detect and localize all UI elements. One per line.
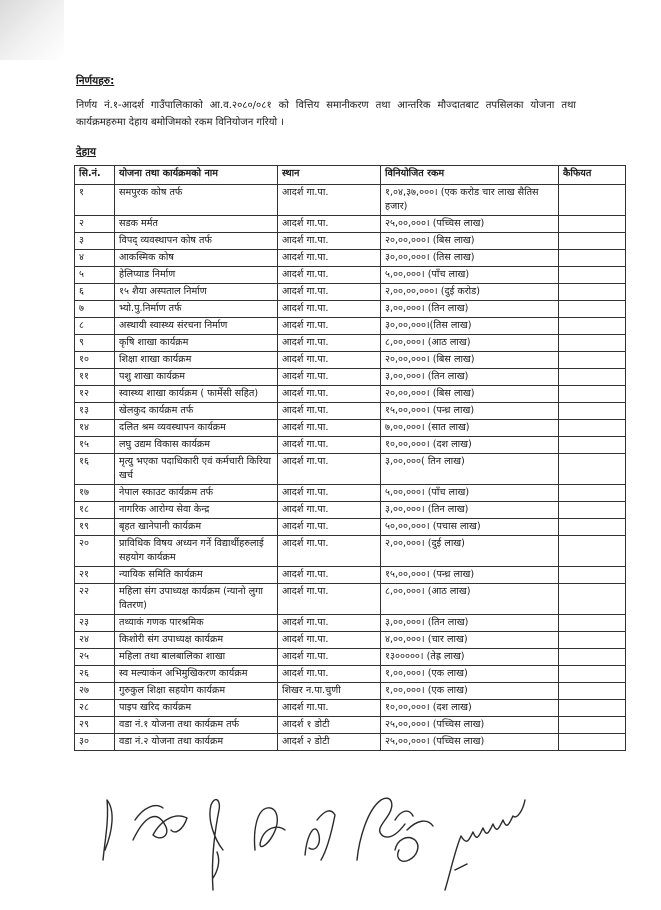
- cell-serial: ३: [75, 233, 115, 250]
- signature-5: [305, 811, 335, 860]
- cell-remarks: [559, 369, 626, 386]
- cell-serial: २२: [75, 584, 115, 615]
- table-row: [75, 369, 626, 386]
- cell-location: आदर्श गा.पा.: [278, 502, 381, 519]
- cell-serial: १३: [75, 403, 115, 420]
- cell-amount: ७,००,०००। (सात लाख): [381, 420, 559, 437]
- cell-location: आदर्श २ डोटी: [278, 734, 381, 751]
- cell-program-name: स्व मल्याकंन अभिमुखिकरण कार्यक्रम: [115, 666, 278, 683]
- cell-location: आदर्श गा.पा.: [278, 284, 381, 301]
- cell-remarks: [559, 502, 626, 519]
- cell-remarks: [559, 717, 626, 734]
- cell-amount: ४,००,०००। (चार लाख): [381, 632, 559, 649]
- cell-location: आदर्श गा.पा.: [278, 250, 381, 267]
- table-row: [75, 454, 626, 485]
- table-row: [75, 185, 626, 216]
- table-row: [75, 250, 626, 267]
- cell-serial: ९: [75, 335, 115, 352]
- cell-serial: १०: [75, 352, 115, 369]
- cell-program-name: नागरिक आरोग्य सेवा केन्द्र: [115, 502, 278, 519]
- cell-program-name: पशु शाखा कार्यक्रम: [115, 369, 278, 386]
- cell-location: आदर्श गा.पा.: [278, 233, 381, 250]
- cell-program-name: प्राविधिक विषय अध्यन गर्ने विद्यार्थीहरुलाई सहयोग कार्यक्रम: [115, 536, 278, 567]
- cell-serial: २६: [75, 666, 115, 683]
- cell-program-name: गुरुकुल शिक्षा सहयोग कार्यक्रम: [115, 683, 278, 700]
- cell-serial: १५: [75, 437, 115, 454]
- cell-location: आदर्श गा.पा.: [278, 519, 381, 536]
- cell-remarks: [559, 683, 626, 700]
- cell-amount: ३,००,०००। (तिन लाख): [381, 369, 559, 386]
- cell-remarks: [559, 734, 626, 751]
- decisions-heading: निर्णयहरु:: [76, 75, 115, 87]
- cell-program-name: वडा नं.२ योजना तथा कार्यक्रम: [115, 734, 278, 751]
- cell-amount: ५०,००,०००। (पचास लाख): [381, 519, 559, 536]
- cell-program-name: किशोरी संग उपाध्यक्ष कार्यक्रम: [115, 632, 278, 649]
- table-row: [75, 318, 626, 335]
- cell-remarks: [559, 519, 626, 536]
- cell-location: आदर्श गा.पा.: [278, 216, 381, 233]
- cell-remarks: [559, 649, 626, 666]
- cell-amount: २५,००,०००। (पच्चिस लाख): [381, 216, 559, 233]
- cell-location: आदर्श गा.पा.: [278, 666, 381, 683]
- cell-remarks: [559, 420, 626, 437]
- cell-location: आदर्श गा.पा.: [278, 536, 381, 567]
- decision-paragraph: निर्णय नं.१-आदर्श गाउँपालिकाको आ.व.२०८०/०८१ को वित्तिय समानीकरण तथा आन्तरिक मौज्दातबाट तपसिलका योजना तथा कार्यक्रमहरुमा देहाय बमोजिमको रकम विनियोजन गरियो ।: [76, 100, 576, 128]
- table-row: [75, 403, 626, 420]
- table-row: [75, 335, 626, 352]
- cell-amount: ५,००,०००। (पाँच लाख): [381, 485, 559, 502]
- table-row: [75, 267, 626, 284]
- table-row: [75, 717, 626, 734]
- cell-amount: २५,००,०००। (पच्चिस लाख): [381, 717, 559, 734]
- cell-serial: २३: [75, 615, 115, 632]
- cell-amount: १५,००,०००। (पन्ध्र लाख): [381, 403, 559, 420]
- header-serial: सि.नं.: [75, 166, 115, 185]
- cell-location: आदर्श गा.पा.: [278, 454, 381, 485]
- cell-amount: २,००,००,०००। (दुई करोड): [381, 284, 559, 301]
- cell-location: आदर्श १ डोटी: [278, 717, 381, 734]
- cell-program-name: वडा नं.१ योजना तथा कार्यक्रम तर्फ: [115, 717, 278, 734]
- cell-location: आदर्श गा.पा.: [278, 567, 381, 584]
- table-row: [75, 567, 626, 584]
- cell-remarks: [559, 185, 626, 216]
- cell-serial: ३०: [75, 734, 115, 751]
- cell-amount: ५,००,०००। (पाँच लाख): [381, 267, 559, 284]
- schedule-subheading: देहाय: [76, 146, 96, 158]
- cell-serial: १६: [75, 454, 115, 485]
- cell-location: आदर्श गा.पा.: [278, 403, 381, 420]
- cell-serial: ४: [75, 250, 115, 267]
- cell-remarks: [559, 485, 626, 502]
- header-remarks: कैफियत: [559, 166, 626, 185]
- table-row: [75, 233, 626, 250]
- cell-serial: १८: [75, 502, 115, 519]
- table-row: [75, 632, 626, 649]
- cell-program-name: खेलकुद कार्यक्रम तर्फ: [115, 403, 278, 420]
- cell-location: आदर्श गा.पा.: [278, 584, 381, 615]
- cell-remarks: [559, 318, 626, 335]
- cell-program-name: कृषि शाखा कार्यक्रम: [115, 335, 278, 352]
- cell-location: आदर्श गा.पा.: [278, 437, 381, 454]
- table-row: [75, 666, 626, 683]
- allocation-table: [74, 165, 626, 751]
- cell-program-name: महिला संग उपाध्यक्ष कार्यक्रम (न्यानो लुगा वितरण): [115, 584, 278, 615]
- cell-amount: ८,००,०००। (आठ लाख): [381, 335, 559, 352]
- signature-4: [255, 808, 286, 850]
- cell-remarks: [559, 386, 626, 403]
- cell-program-name: समपुरक कोष तर्फ: [115, 185, 278, 216]
- header-program-name: योजना तथा कार्यक्रमको नाम: [115, 166, 278, 185]
- cell-amount: २०,००,०००। (बिस लाख): [381, 386, 559, 403]
- cell-amount: १५,००,०००। (पन्ध्र लाख): [381, 567, 559, 584]
- cell-serial: १: [75, 185, 115, 216]
- signatures-area: [95, 780, 575, 900]
- cell-serial: १७: [75, 485, 115, 502]
- table-row: [75, 536, 626, 567]
- cell-location: आदर्श गा.पा.: [278, 335, 381, 352]
- cell-program-name: १५ शैया अस्पताल निर्माण: [115, 284, 278, 301]
- cell-remarks: [559, 250, 626, 267]
- table-row: [75, 734, 626, 751]
- cell-amount: ८,००,०००। (आठ लाख): [381, 584, 559, 615]
- signature-3: [210, 800, 223, 890]
- cell-serial: ७: [75, 301, 115, 318]
- cell-remarks: [559, 584, 626, 615]
- cell-program-name: विपद् व्यवस्थापन कोष तर्फ: [115, 233, 278, 250]
- cell-amount: ३०,००,०००।(तिस लाख): [381, 318, 559, 335]
- table-row: [75, 700, 626, 717]
- signature-2: [133, 806, 187, 840]
- cell-remarks: [559, 352, 626, 369]
- cell-serial: २: [75, 216, 115, 233]
- table-row: [75, 683, 626, 700]
- cell-remarks: [559, 216, 626, 233]
- cell-serial: ५: [75, 267, 115, 284]
- cell-remarks: [559, 403, 626, 420]
- cell-serial: १९: [75, 519, 115, 536]
- cell-location: आदर्श गा.पा.: [278, 615, 381, 632]
- cell-serial: २८: [75, 700, 115, 717]
- cell-remarks: [559, 536, 626, 567]
- header-location: स्थान: [278, 166, 381, 185]
- cell-serial: ८: [75, 318, 115, 335]
- table-row: [75, 519, 626, 536]
- cell-amount: १,०४,३७,०००। (एक करोड चार लाख सैतिस हजार): [381, 185, 559, 216]
- table-row: [75, 301, 626, 318]
- signature-7: [395, 821, 433, 861]
- cell-serial: २०: [75, 536, 115, 567]
- signature-1: [103, 800, 112, 860]
- cell-serial: २९: [75, 717, 115, 734]
- header-amount: विनियोजित रकम: [381, 166, 559, 185]
- cell-serial: २५: [75, 649, 115, 666]
- table-body: [75, 185, 626, 751]
- cell-remarks: [559, 437, 626, 454]
- cell-serial: ६: [75, 284, 115, 301]
- cell-program-name: लघु उद्यम विकास कार्यक्रम: [115, 437, 278, 454]
- cell-amount: ३०,००,०००। (तिस लाख): [381, 250, 559, 267]
- cell-program-name: पाइप खरिद कार्यक्रम: [115, 700, 278, 717]
- cell-amount: २०,००,०००। (बिस लाख): [381, 352, 559, 369]
- cell-location: आदर्श गा.पा.: [278, 700, 381, 717]
- cell-program-name: सडक मर्मत: [115, 216, 278, 233]
- table-row: [75, 584, 626, 615]
- cell-remarks: [559, 454, 626, 485]
- signature-8: [445, 800, 525, 890]
- cell-amount: ३,००,०००। (तिन लाख): [381, 301, 559, 318]
- table-row: [75, 437, 626, 454]
- table-header-row: [75, 166, 626, 185]
- cell-location: शिखर न.पा.चुणी: [278, 683, 381, 700]
- cell-serial: ११: [75, 369, 115, 386]
- cell-remarks: [559, 301, 626, 318]
- cell-remarks: [559, 335, 626, 352]
- cell-remarks: [559, 567, 626, 584]
- cell-remarks: [559, 615, 626, 632]
- cell-program-name: दलित श्रम व्यवस्थापन कार्यक्रम: [115, 420, 278, 437]
- table-row: [75, 649, 626, 666]
- cell-amount: ३,००,०००( तिन लाख): [381, 454, 559, 485]
- cell-location: आदर्श गा.पा.: [278, 185, 381, 216]
- signature-6: [357, 798, 413, 860]
- cell-location: आदर्श गा.पा.: [278, 352, 381, 369]
- table-row: [75, 502, 626, 519]
- table-row: [75, 485, 626, 502]
- cell-remarks: [559, 233, 626, 250]
- cell-remarks: [559, 700, 626, 717]
- table-row: [75, 284, 626, 301]
- cell-remarks: [559, 284, 626, 301]
- cell-amount: १,००,०००। (एक लाख): [381, 683, 559, 700]
- cell-program-name: बृहत खानेपानी कार्यक्रम: [115, 519, 278, 536]
- cell-serial: २१: [75, 567, 115, 584]
- cell-program-name: अस्थायी स्वास्थ्य संरचना निर्माण: [115, 318, 278, 335]
- cell-remarks: [559, 666, 626, 683]
- cell-amount: ३,००,०००। (तिन लाख): [381, 502, 559, 519]
- cell-location: आदर्श गा.पा.: [278, 318, 381, 335]
- cell-location: आदर्श गा.पा.: [278, 369, 381, 386]
- cell-program-name: तथ्याकं गणक पारश्रमिक: [115, 615, 278, 632]
- cell-amount: २५,००,०००। (पच्चिस लाख): [381, 734, 559, 751]
- cell-serial: २४: [75, 632, 115, 649]
- cell-amount: १०,००,०००। (दश लाख): [381, 437, 559, 454]
- cell-location: आदर्श गा.पा.: [278, 267, 381, 284]
- cell-location: आदर्श गा.पा.: [278, 485, 381, 502]
- cell-location: आदर्श गा.पा.: [278, 420, 381, 437]
- cell-location: आदर्श गा.पा.: [278, 301, 381, 318]
- scan-edge-shadow: [0, 0, 64, 60]
- cell-amount: १०,००,०००। (दश लाख): [381, 700, 559, 717]
- cell-serial: १२: [75, 386, 115, 403]
- table-row: [75, 615, 626, 632]
- cell-serial: १४: [75, 420, 115, 437]
- cell-program-name: न्यायिक समिति कार्यक्रम: [115, 567, 278, 584]
- cell-program-name: मृत्यु भएका पदाधिकारी एवं कर्मचारी किरिया खर्च: [115, 454, 278, 485]
- cell-serial: २७: [75, 683, 115, 700]
- cell-remarks: [559, 632, 626, 649]
- cell-program-name: आकस्मिक कोष: [115, 250, 278, 267]
- table-row: [75, 420, 626, 437]
- cell-amount: १३०००००। (तेह्र लाख): [381, 649, 559, 666]
- cell-location: आदर्श गा.पा.: [278, 632, 381, 649]
- cell-location: आदर्श गा.पा.: [278, 649, 381, 666]
- table-row: [75, 352, 626, 369]
- cell-amount: १,००,०००। (एक लाख): [381, 666, 559, 683]
- cell-location: आदर्श गा.पा.: [278, 386, 381, 403]
- table-row: [75, 216, 626, 233]
- cell-amount: २,००,०००। (दुई लाख): [381, 536, 559, 567]
- cell-program-name: महिला तथा बालबालिका शाखा: [115, 649, 278, 666]
- cell-program-name: भ्यो.पु.निर्माण तर्फ: [115, 301, 278, 318]
- cell-program-name: शिक्षा शाखा कार्यक्रम: [115, 352, 278, 369]
- cell-amount: २०,००,०००। (बिस लाख): [381, 233, 559, 250]
- cell-remarks: [559, 267, 626, 284]
- cell-program-name: नेपाल स्काउट कार्यक्रम तर्फ: [115, 485, 278, 502]
- table-row: [75, 386, 626, 403]
- cell-program-name: स्वास्थ्य शाखा कार्यक्रम ( फार्मेसी सहित): [115, 386, 278, 403]
- cell-program-name: हेलिप्याड निर्माण: [115, 267, 278, 284]
- cell-amount: ३,००,०००। (तिन लाख): [381, 615, 559, 632]
